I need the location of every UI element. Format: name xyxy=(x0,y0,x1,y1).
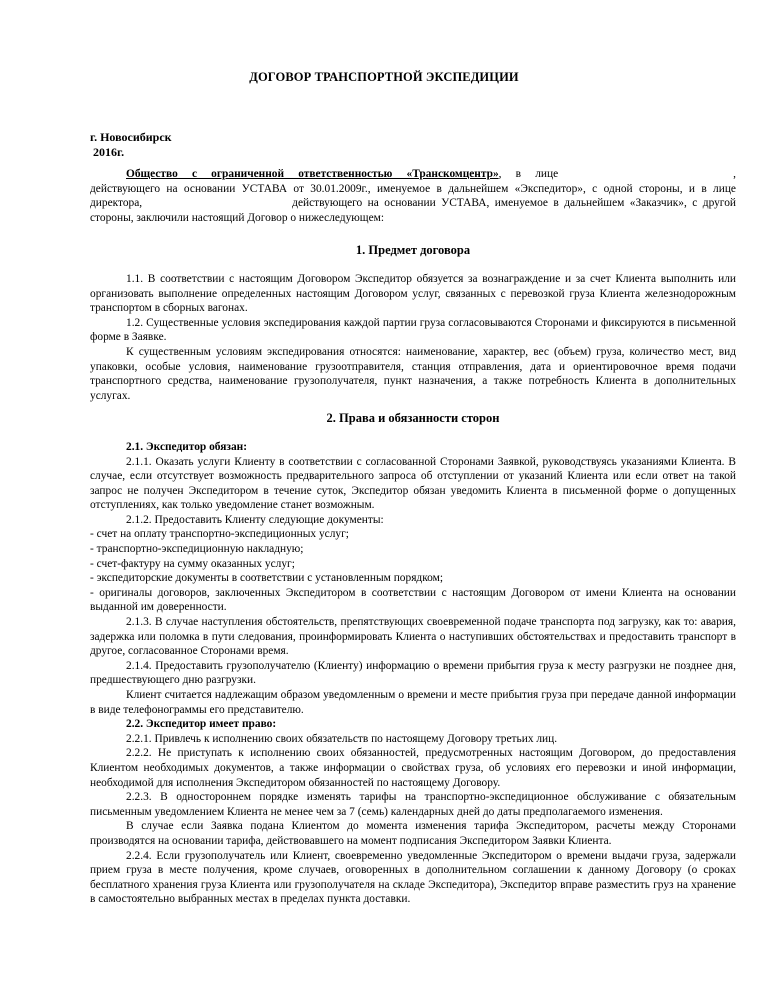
list-item: - оригиналы договоров, заключенных Экспедитором в соответствии с настоящим Договором от имени Клиента на основании выданной им доверенности. xyxy=(90,586,736,614)
clause-2-1-4: 2.1.4. Предоставить грузополучателю (Клиенту) информацию о времени прибытия груза к месту разгрузки не позднее дня, предшествующего дню разгрузки. xyxy=(90,659,736,687)
clause-2-2-2: 2.2.2. Не приступать к исполнению своих обязанностей, предусмотренных настоящим Договором, до предоставления Клиентом необходимых документов, а также информации о свойствах груза, об условиях его перевозки и иной информации, необходимой для исполнения Экспедитором обязанностей по настоящему Договору. xyxy=(90,747,736,789)
city: г. Новосибирск xyxy=(90,130,172,144)
year: 2016г. xyxy=(93,145,125,159)
clause-1-2: 1.2. Существенные условия экспедирования каждой партии груза согласовываются Сторонами и фиксируются в письменной форме в Заявке. xyxy=(90,316,736,344)
document-title: ДОГОВОР ТРАНСПОРТНОЙ ЭКСПЕДИЦИИ xyxy=(249,70,519,84)
clause-1-2-conditions: К существенным условиям экспедирования относятся: наименование, характер, вес (объем) груза, количество мест, вид упаковки, особые условия, наименование грузоотправителя, станция отправления, дата и ориентировочное время подачи транспортного средства, наименование грузополучателя, пункт назначения, а также потребность Клиента в дополнительных услугах. xyxy=(90,345,736,402)
company-name: Общество с ограниченной ответственностью «Транскомцентр» xyxy=(126,168,499,180)
clause-2-2-1: 2.2.1. Привлечь к исполнению своих обязательств по настоящему Договору третьих лиц. xyxy=(126,732,558,745)
clause-2-2-4: 2.2.4. Если грузополучатель или Клиент, своевременно уведомленные Экспедитором о времени выдачи груза, задержали прием груза в месте получения, кроме случаев, оговоренных в дополнительном соглашении к данному Договору (о сроках бесплатного хранения груза Клиента или грузополучателя на складе Экспедитора), Экспедитор вправе разместить груз на хранение в самостоятельно выбранных местах в пределах пункта доставки. xyxy=(90,849,736,906)
section-2-heading: 2. Права и обязанности сторон xyxy=(326,411,500,426)
list-item: - счет на оплату транспортно-экспедиционных услуг; xyxy=(90,528,349,541)
clause-2-2-3: 2.2.3. В одностороннем порядке изменять тарифы на транспортно-экспедиционное обслуживание с обязательным письменным уведомлением Клиента не менее чем за 7 (семь) календарных дней до даты предполагаемого изменения. xyxy=(90,791,736,818)
list-item: - транспортно-экспедиционную накладную; xyxy=(90,543,304,556)
list-item: - счет-фактуру на сумму оказанных услуг; xyxy=(90,557,295,570)
list-item: - экспедиторские документы в соответствии с установленным порядком; xyxy=(90,572,444,585)
document-body xyxy=(90,167,736,907)
clause-2-1-2: 2.1.2. Предоставить Клиенту следующие документы: xyxy=(126,513,384,526)
section-1-heading: 1. Предмет договора xyxy=(355,243,471,258)
clause-2-1-4-notice: Клиент считается надлежащим образом уведомленным о времени и месте прибытия груза при передаче данной информации в виде телефонограммы его представителю. xyxy=(90,689,736,716)
clause-2-1-heading: 2.1. Экспедитор обязан: xyxy=(126,440,248,453)
clause-2-2-heading: 2.2. Экспедитор имеет право: xyxy=(126,718,277,731)
clause-2-1-3: 2.1.3. В случае наступления обстоятельств, препятствующих своевременной подаче транспорта под загрузку, как то: авария, задержка или поломка в пути следования, проинформировать Клиента о наступивших обстоятельствах и предоставить транспорт в другое, согласованное Сторонами время. xyxy=(90,616,736,658)
intro-paragraph: Общество с ограниченной ответственностью «Транскомцентр», в лице , действующего на основании УСТАВА от 30.01.2009г., именуемое в дальнейшем «Экспедитор», с одной стороны, и в лице директора, действующего на основании УСТАВА, именуемое в дальнейшем «Заказчик», с другой стороны, заключили настоящий Договор о нижеследующем: xyxy=(90,168,736,224)
clause-1-1: 1.1. В соответствии с настоящим Договором Экспедитор обязуется за вознаграждение и за счет Клиента выполнить или организовать выполнение определенных настоящим Договором услуг, связанных с перевозкой груза Клиента железнодорожным транспортом в сборных вагонах. xyxy=(90,272,736,315)
clause-2-1-1: 2.1.1. Оказать услуги Клиенту в соответствии с согласованной Сторонами Заявкой, руководствуясь указаниями Клиента. В случае, если отсутствует возможность предварительного запроса об отступлении от указаний Клиента или если ответ на такой запрос не получен Экспедитором в течение суток, Экспедитор обязан уведомить Клиента в письменной форме о допущенных отступлениях, как только уведомление станет возможным. xyxy=(90,455,736,512)
clause-2-2-3-tariff: В случае если Заявка подана Клиентом до момента изменения тарифа Экспедитором, расчеты между Сторонами производятся на основании тарифа, действовавшего на момент подписания Экспедитором Заявки Клиента. xyxy=(90,820,736,847)
